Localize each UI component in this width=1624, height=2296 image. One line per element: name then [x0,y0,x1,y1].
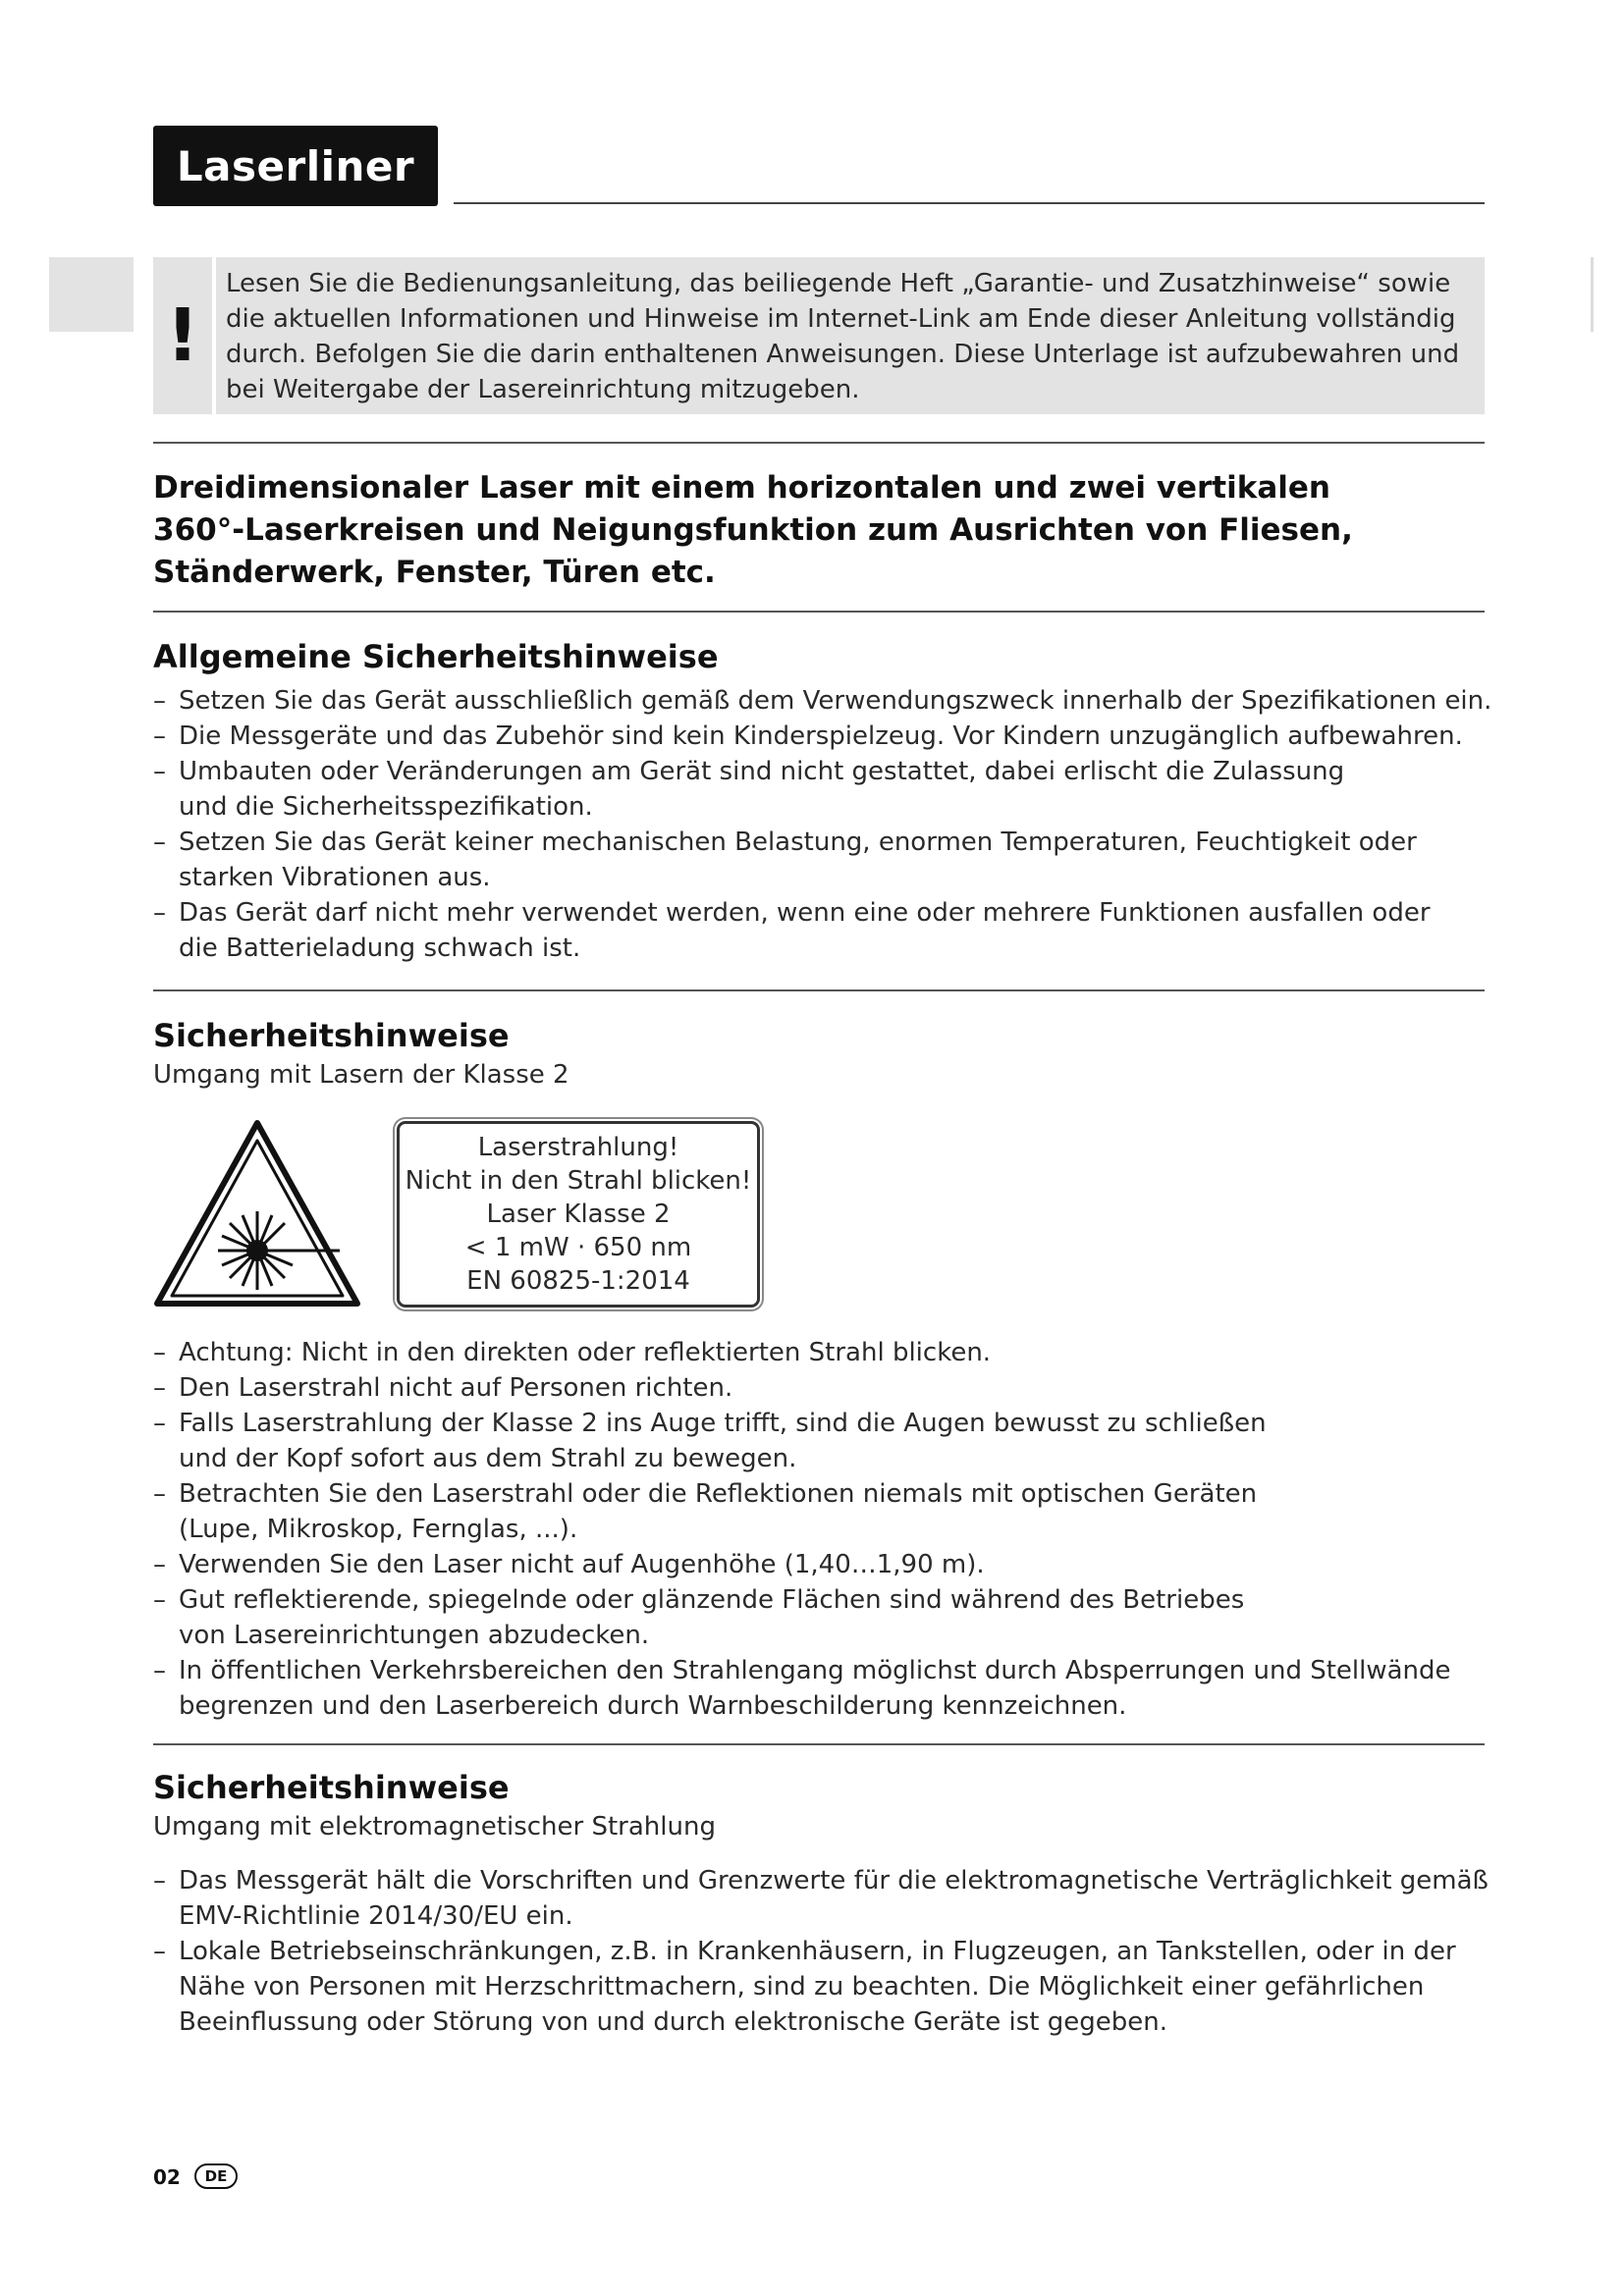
list-dash: – [153,1656,166,1685]
title-line: Ständerwerk, Fenster, Türen etc. [153,555,716,590]
laserliner-logo: Laserliner [153,126,438,206]
notice-line: die aktuellen Informationen und Hinweise im Internet-Link am Ende dieser Anleitung vollständig [226,304,1456,334]
list-item [153,1547,1489,1582]
list-item-line: und die Sicherheitsspezifikation. [179,792,593,822]
list-item [153,895,1489,966]
list-dash: – [153,1373,166,1403]
list-dash: – [153,757,166,786]
list-dash: – [153,1937,166,1966]
list-dash: – [153,898,166,928]
notice-line: Lesen Sie die Bedienungsanleitung, das beiliegende Heft „Garantie- und Zusatzhinweise“ sowie [226,269,1451,298]
exclamation-icon: ! [153,257,212,414]
list-item-line: Das Gerät darf nicht mehr verwendet werden, wenn eine oder mehrere Funktionen ausfallen oder [179,898,1431,928]
list-item-line: Verwenden Sie den Laser nicht auf Augenhöhe (1,40…1,90 m). [179,1550,985,1579]
title-line: Dreidimensionaler Laser mit einem horizontalen und zwei vertikalen [153,470,1330,506]
list-item-line: Das Messgerät hält die Vorschriften und Grenzwerte für die elektromagnetische Verträglichkeit gemäß [179,1866,1489,1896]
list-item [153,1370,1489,1406]
list-item-line: Falls Laserstrahlung der Klasse 2 ins Auge trifft, sind die Augen bewusst zu schließen [179,1409,1267,1438]
emv-safety-subheading: Umgang mit elektromagnetischer Strahlung [153,1812,716,1842]
notice-line: durch. Befolgen Sie die darin enthaltenen Anweisungen. Diese Unterlage ist aufzubewahren und [226,340,1460,369]
list-item-line: Lokale Betriebseinschränkungen, z.B. in Krankenhäusern, in Flugzeugen, an Tankstellen, oder in der [179,1937,1456,1966]
emv-safety-list [153,1863,1489,2040]
label-line: Nicht in den Strahl blicken! [405,1166,752,1196]
list-item [153,1582,1489,1653]
list-item [153,754,1489,825]
list-item-line: Beeinflussung oder Störung von und durch elektronische Geräte ist gegeben. [179,2007,1167,2037]
list-item-line: Achtung: Nicht in den direkten oder reflektierten Strahl blicken. [179,1338,992,1367]
language-tab-marker [49,257,134,332]
list-item-line: starken Vibrationen aus. [179,863,491,892]
list-dash: – [153,1866,166,1896]
list-item [153,683,1492,719]
list-item-line: Gut reflektierende, spiegelnde oder glänzende Flächen sind während des Betriebes [179,1585,1245,1615]
notice-line: bei Weitergabe der Lasereinrichtung mitzugeben. [226,375,860,404]
list-item-line: von Lasereinrichtungen abzudecken. [179,1621,650,1650]
list-dash: – [153,828,166,857]
section-divider [153,1743,1485,1745]
list-dash: – [153,1585,166,1615]
section-divider [153,442,1485,444]
product-description-title [153,467,1485,594]
label-line: < 1 mW · 650 nm [464,1233,692,1262]
list-item-line: Nähe von Personen mit Herzschrittmachern, sind zu beachten. Die Möglichkeit einer gefährlichen [179,1972,1425,2002]
label-line: Laser Klasse 2 [486,1200,671,1229]
list-dash: – [153,1409,166,1438]
list-item-line: Betrachten Sie den Laserstrahl oder die Reflektionen niemals mit optischen Geräten [179,1479,1258,1509]
laser-safety-heading: Sicherheitshinweise [153,1017,510,1054]
list-item-line: Die Messgeräte und das Zubehör sind kein Kinderspielzeug. Vor Kindern unzugänglich aufbewahren. [179,721,1463,751]
section-divider [153,989,1485,991]
list-dash: – [153,1479,166,1509]
label-line: EN 60825-1:2014 [466,1266,690,1296]
header-rule [454,202,1485,204]
laser-safety-subheading: Umgang mit Lasern der Klasse 2 [153,1060,569,1090]
general-safety-list [153,683,1492,966]
list-item [153,1335,1489,1370]
notice-box [216,257,1485,414]
list-item-line: Umbauten oder Veränderungen am Gerät sind nicht gestattet, dabei erlischt die Zulassung [179,757,1345,786]
list-item [153,1653,1489,1724]
list-item-line: und der Kopf sofort aus dem Strahl zu bewegen. [179,1444,797,1473]
label-line: Laserstrahlung! [477,1133,679,1162]
laser-safety-list [153,1335,1489,1724]
list-item-line: Den Laserstrahl nicht auf Personen richten. [179,1373,733,1403]
laser-class-label [397,1121,760,1308]
list-dash: – [153,1338,166,1367]
title-line: 360°-Laserkreisen und Neigungsfunktion zum Ausrichten von Fliesen, [153,512,1353,548]
list-item [153,1934,1489,2040]
language-badge: DE [194,2163,238,2189]
list-item-line: die Batterieladung schwach ist. [179,934,581,963]
list-dash: – [153,686,166,716]
section-divider [153,611,1485,613]
laser-warning-icon [153,1119,361,1308]
list-item-line: begrenzen und den Laserbereich durch Warnbeschilderung kennzeichnen. [179,1691,1127,1721]
list-dash: – [153,1550,166,1579]
list-item [153,1863,1489,1934]
list-dash: – [153,721,166,751]
edge-marker [1591,257,1594,332]
list-item [153,719,1489,754]
list-item [153,825,1489,895]
general-safety-heading: Allgemeine Sicherheitshinweise [153,638,719,675]
list-item [153,1406,1489,1476]
page-number: 02 [153,2165,181,2189]
list-item-line: Setzen Sie das Gerät ausschließlich gemäß dem Verwendungszweck innerhalb der Spezifikationen ein. [179,686,1492,716]
emv-safety-heading: Sicherheitshinweise [153,1769,510,1806]
list-item [153,1476,1489,1547]
list-item-line: EMV-Richtlinie 2014/30/EU ein. [179,1901,573,1931]
list-item-line: Setzen Sie das Gerät keiner mechanischen Belastung, enormen Temperaturen, Feuchtigkeit oder [179,828,1417,857]
list-item-line: (Lupe, Mikroskop, Fernglas, ...). [179,1515,578,1544]
list-item-line: In öffentlichen Verkehrsbereichen den Strahlengang möglichst durch Absperrungen und Stellwände [179,1656,1451,1685]
